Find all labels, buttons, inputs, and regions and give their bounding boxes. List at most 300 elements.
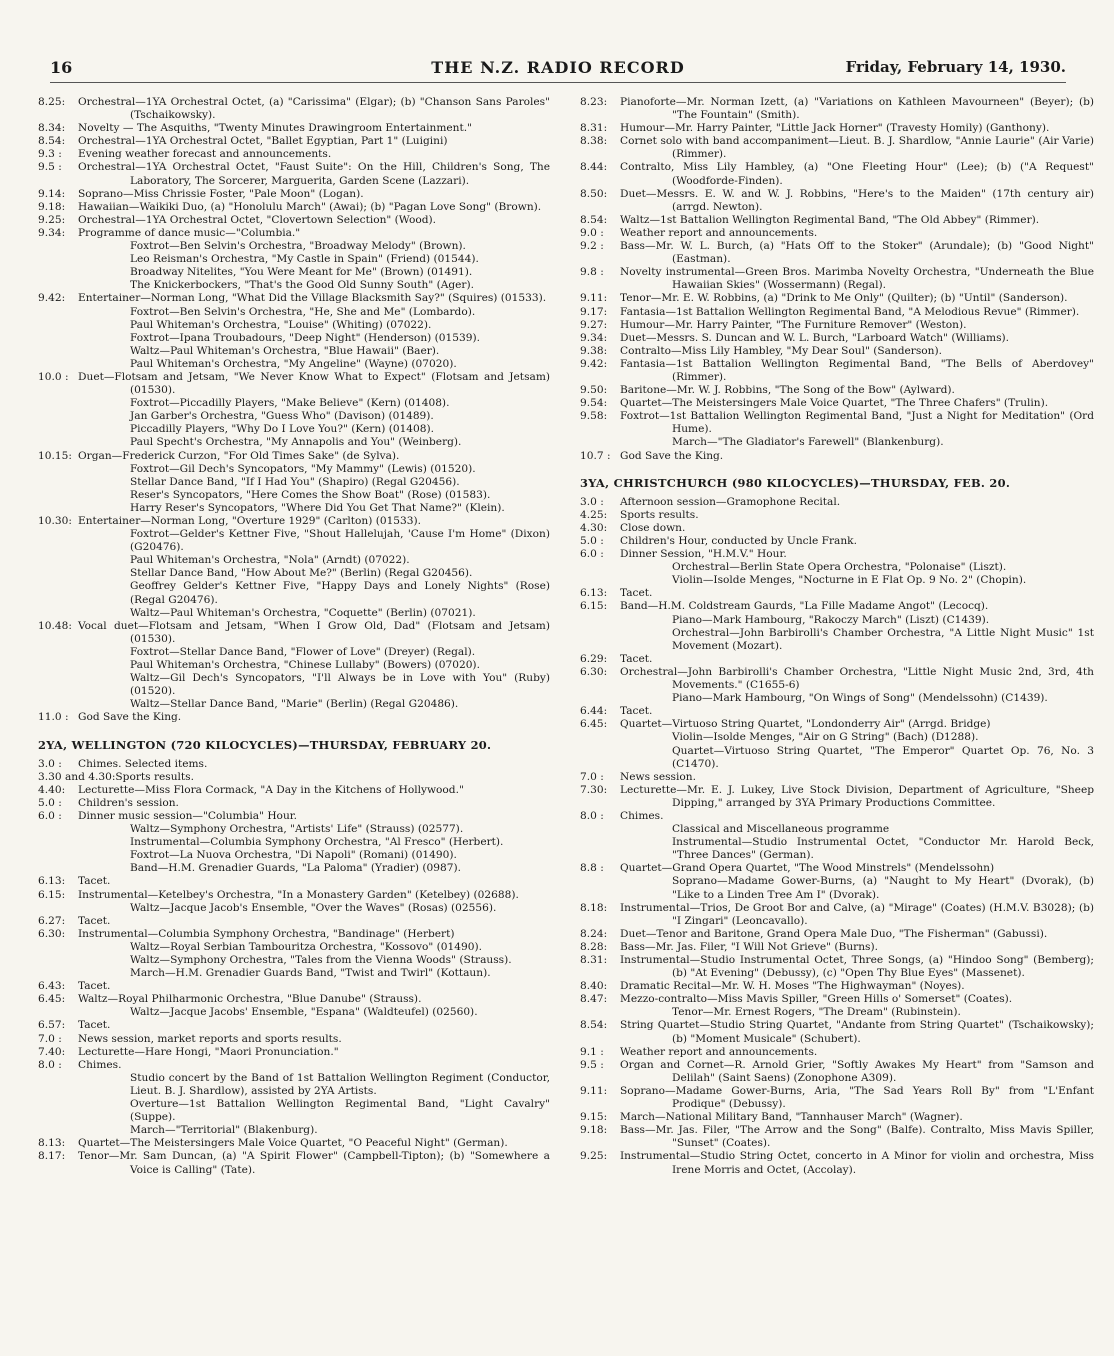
programme-description: Fantasia—1st Battalion Wellington Regimental Band, "A Melodious Revue" (Rimmer). [620,305,1080,318]
programme-time: 6.0 : [580,548,604,561]
programme-time: 8.18: [580,901,608,914]
programme-description: Children's Hour, conducted by Uncle Frank. [620,535,857,547]
programme-time [38,266,78,279]
programme-description: Tacet. [78,980,111,993]
programme-item [38,279,550,292]
station-heading: 2YA, WELLINGTON (720 KILOCYCLES)—THURSDAY, FEBRUARY 20. [38,737,492,752]
programme-description: Vocal duet—Flotsam and Jetsam, "When I Grow Old, Dad" (Flotsam and Jetsam) (01530). [78,619,550,645]
programme-item [38,967,550,980]
programme-item [580,941,1094,954]
programme-time [38,279,78,292]
programme-description: Entertainer—Norman Long, "What Did the Village Blacksmith Say?" (Squires) (01533). [78,292,547,305]
programme-description: Chimes. Selected items. [78,757,208,770]
programme-description: Waltz—Jacque Jacobs' Ensemble, "Espana" (Waldteufel) (02560). [130,1006,478,1019]
programme-time [38,502,78,515]
programme-item [580,161,1094,187]
programme-time [38,319,78,332]
programme-time: 8.34: [38,122,66,135]
programme-description: Overture—1st Battalion Wellington Regimental Band, "Light Cavalry" (Suppe). [130,1098,550,1124]
programme-item [38,489,550,502]
publication-title: THE N.Z. RADIO RECORD [431,58,685,77]
programme-item [38,993,550,1006]
programme-time: 3.0 : [38,757,62,770]
programme-description: Quartet—Grand Opera Quartet, "The Wood Minstrels" (Mendelssohn) [620,862,995,875]
programme-time: 9.14: [38,187,66,200]
programme-description: Waltz—Stellar Dance Band, "Marie" (Berlin) (Regal G20486). [130,698,459,711]
programme-description: Instrumental—Columbia Symphony Orchestra, "Bandinage" (Herbert) [78,927,455,940]
programme-time: 6.13: [38,875,66,888]
programme-time [38,646,78,659]
left-column [38,96,550,1177]
programme-description: Sports results. [620,508,699,521]
programme-item [580,784,1094,810]
programme-time: 9.27: [580,318,608,331]
programme-time: 10.7 : [580,449,611,462]
programme-time [38,672,78,698]
programme-description: Piccadilly Players, "Why Do I Love You?" (Kern) (01408). [130,423,435,436]
programme-time: 9.8 : [580,266,604,279]
programme-item [38,941,550,954]
issue-date: Friday, February 14, 1930. [845,58,1066,76]
programme-description: Instrumental—Studio Instrumental Octet, "Conductor Mr. Harold Beck, "Three Dances" (German). [672,836,1094,862]
programme-item [580,227,1094,240]
programme-item [580,188,1094,214]
programme-item [38,188,550,201]
programme-description: Hawaiian—Waikiki Duo, (a) "Honolulu March" (Awai); (b) "Pagan Love Song" (Brown). [78,200,542,213]
programme-description: Geoffrey Gelder's Kettner Five, "Happy Days and Lonely Nights" (Rose) (Regal G20476). [130,580,550,606]
programme-item [38,659,550,672]
programme-time: 8.54: [580,1019,608,1032]
programme-time: 9.34: [580,331,608,344]
programme-time [38,436,78,449]
programme-description: Soprano—Madame Gower-Burns, Aria, "The Sad Years Roll By" from "L'Enfant Prodique" (Debussy). [620,1084,1094,1111]
programme-time: 6.45: [38,993,66,1006]
programme-time [580,614,620,627]
programme-time [580,731,620,744]
programme-item [580,1111,1094,1124]
programme-item [580,587,1094,600]
programme-description: Paul Specht's Orchestra, "My Annapolis and You" (Weinberg). [130,436,462,449]
programme-item [580,496,1094,509]
programme-time [38,253,78,266]
programme-time [38,489,78,502]
programme-time: 4.25: [580,508,608,521]
programme-item [580,731,1094,744]
programme-item [580,319,1094,332]
programme-description: Foxtrot—Gelder's Kettner Five, "Shout Hallelujah, 'Cause I'm Home" (Dixon) (G20476). [130,528,550,554]
programme-time: 7.0 : [38,1032,62,1045]
programme-time [580,436,620,449]
programme-item [38,784,550,797]
programme-description: Tenor—Mr. Sam Duncan, (a) "A Spirit Flower" (Campbell-Tipton); (b) "Somewhere a Voice is Calling" (Tate). [78,1150,550,1176]
programme-time: 10.15: [38,449,72,462]
programme-description: Lecturette—Miss Flora Cormack, "A Day in the Kitchens of Hollywood." [78,783,464,796]
programme-item [38,1033,550,1046]
programme-item [580,718,1094,731]
programme-description: Dinner Session, "H.M.V." Hour. [620,548,787,561]
programme-description: Band—H.M. Grenadier Guards, "La Paloma" (Yradier) (0987). [130,862,461,875]
programme-item [38,889,550,902]
programme-time: 9.1 : [580,1045,604,1058]
programme-item [38,122,550,135]
programme-description: Tacet. [78,875,111,888]
programme-description: Studio concert by the Band of 1st Battalion Wellington Regiment (Conductor, Lieut. B. J. Shardlow), assisted by 2YA Artists. [130,1071,550,1097]
programme-item [38,292,550,305]
programme-time: 5.0 : [38,796,62,809]
programme-time: 9.54: [580,397,608,410]
programme-description: Novelty instrumental—Green Bros. Marimba Novelty Orchestra, "Underneath the Blue Hawaiian Skies" (Wossermann) (Regal). [620,266,1094,292]
programme-description: Quartet—Virtuoso String Quartet, "Londonderry Air" (Arrgd. Bridge) [620,718,991,731]
programme-item [580,574,1094,587]
programme-item [38,771,550,784]
programme-item [580,705,1094,718]
programme-time: 8.47: [580,993,608,1006]
programme-description: Chimes. [620,809,664,822]
programme-item [38,319,550,332]
programme-time [38,240,78,253]
programme-item [580,384,1094,397]
programme-item [38,332,550,345]
programme-description: March—"Territorial" (Blakenburg). [130,1124,318,1137]
programme-time: 9.3 : [38,148,62,161]
programme-item [38,836,550,849]
programme-time: 8.17: [38,1150,66,1163]
programme-description: Foxtrot—Ben Selvin's Orchestra, "He, She and Me" (Lombardo). [130,305,476,318]
programme-time [38,463,78,476]
programme-description: Piano—Mark Hambourg, "On Wings of Song" (Mendelssohn) (C1439). [672,692,1048,705]
programme-item [580,135,1094,161]
programme-item [38,423,550,436]
programme-item [38,672,550,698]
programme-item [38,1098,550,1124]
programme-item [580,980,1094,993]
programme-description: Weather report and announcements. [620,1045,818,1058]
programme-item [580,1085,1094,1111]
programme-item [580,600,1094,613]
programme-time [580,561,620,574]
programme-item [38,463,550,476]
programme-item [580,1046,1094,1059]
programme-description: Waltz—Royal Philharmonic Orchestra, "Blue Danube" (Strauss). [78,993,422,1006]
programme-description: Waltz—1st Battalion Wellington Regimental Band, "The Old Abbey" (Rimmer). [620,213,1040,226]
programme-item [580,522,1094,535]
programme-description: Waltz—Gil Dech's Syncopators, "I'll Always be in Love with You" (Ruby) (01520). [130,672,550,698]
programme-item [38,902,550,915]
programme-description: Waltz—Symphony Orchestra, "Artists' Life" (Strauss) (02577). [130,823,464,836]
programme-item [38,797,550,810]
programme-item [38,580,550,606]
programme-time: 6.57: [38,1019,66,1032]
programme-time: 8.54: [580,213,608,226]
programme-time: 9.11: [580,292,608,305]
programme-item [580,823,1094,836]
programme-item [580,1150,1094,1176]
programme-time [580,836,620,862]
programme-time: 8.50: [580,187,608,200]
programme-time: 10.30: [38,515,72,527]
programme-description: Soprano—Miss Chrissie Foster, "Pale Moon" (Logan). [78,187,364,200]
programme-item [38,161,550,187]
programme-description: Jan Garber's Orchestra, "Guess Who" (Davison) (01489). [130,410,434,423]
programme-time [580,1006,620,1019]
programme-item [580,1059,1094,1085]
programme-item [580,292,1094,305]
programme-description: Lecturette—Mr. E. J. Lukey, Live Stock Division, Department of Agriculture, "Sheep Dipping," arranged by 3YA Primary Productions Committee. [620,783,1094,809]
programme-description: Entertainer—Norman Long, "Overture 1929" (Carlton) (01533). [78,515,422,527]
programme-description: Harry Reser's Syncopators, "Where Did You Get That Name?" (Klein). [130,501,505,514]
programme-description: Foxtrot—La Nuova Orchestra, "Di Napoli" (Romani) (01490). [130,849,457,862]
programme-item [580,450,1094,463]
programme-item [38,928,550,941]
programme-description: Instrumental—Columbia Symphony Orchestra, "Al Fresco" (Herbert). [130,836,504,849]
programme-item [38,240,550,253]
programme-description: God Save the King. [78,711,182,724]
programme-time [580,627,620,653]
programme-description: The Knickerbockers, "That's the Good Old Sunny South" (Ager). [130,279,474,292]
programme-item [38,397,550,410]
programme-time [38,1006,78,1019]
programme-description: Contralto, Miss Lily Hambley, (a) "One Fleeting Hour" (Lee); (b) ("A Request" (Woodforde-Finden). [620,161,1094,187]
programme-time [38,836,78,849]
programme-time [38,567,78,580]
station-heading: 3YA, CHRISTCHURCH (980 KILOCYCLES)—THURSDAY, FEB. 20. [580,475,1011,490]
programme-item [580,1006,1094,1019]
programme-description: Sports results. [115,770,194,783]
programme-description: Humour—Mr. Harry Painter, "Little Jack Horner" (Travesty Homily) (Ganthony). [620,122,1050,135]
programme-time: 9.18: [38,200,66,213]
programme-time: 6.13: [580,587,608,600]
programme-time: 9.18: [580,1124,608,1137]
programme-time: 9.25: [580,1150,608,1163]
programme-description: Cornet solo with band accompaniment—Lieut. B. J. Shardlow, "Annie Laurie" (Air Varie) (Rimmer). [620,135,1094,161]
programme-time: 6.30: [580,665,608,678]
programme-item [580,862,1094,875]
programme-item [580,902,1094,928]
programme-item [580,358,1094,384]
programme-description: God Save the King. [620,449,724,462]
programme-description: Foxtrot—Gil Dech's Syncopators, "My Mammy" (Lewis) (01520). [130,462,476,475]
programme-time: 9.38: [580,344,608,357]
programme-item [38,1150,550,1176]
programme-description: Broadway Nitelites, "You Were Meant for Me" (Brown) (01491). [130,266,473,279]
programme-time [38,659,78,672]
programme-description: Paul Whiteman's Orchestra, "Louise" (Whiting) (07022). [130,318,432,331]
programme-description: Waltz—Symphony Orchestra, "Tales from the Vienna Woods" (Strauss). [130,954,512,966]
programme-item [580,771,1094,784]
programme-item [580,266,1094,292]
programme-time: 8.28: [580,940,608,953]
programme-time [38,1098,78,1124]
programme-description: March—National Military Band, "Tannhauser March" (Wagner). [620,1111,963,1124]
programme-time [580,574,620,587]
programme-item [580,96,1094,122]
programme-item [38,410,550,423]
programme-item [580,666,1094,692]
programme-item [580,954,1094,980]
programme-description: Orchestral—Berlin State Opera Orchestra, "Polonaise" (Liszt). [672,561,1007,574]
programme-time: 4.30: [580,521,608,534]
programme-time: 9.5 : [38,161,62,174]
programme-item [580,614,1094,627]
programme-description: Waltz—Paul Whiteman's Orchestra, "Coquette" (Berlin) (07021). [130,606,476,619]
programme-description: Waltz—Paul Whiteman's Orchestra, "Blue Hawaii" (Baer). [130,344,440,357]
programme-time [38,1072,78,1098]
programme-item [38,201,550,214]
programme-time: 5.0 : [580,535,604,547]
programme-item [38,502,550,515]
programme-time: 9.34: [38,226,66,239]
programme-description: Piano—Mark Hambourg, "Rakoczy March" (Liszt) (C1439). [672,613,990,626]
programme-description: News session, market reports and sports results. [78,1032,342,1045]
programme-time: 9.42: [38,292,66,305]
programme-time [38,332,78,345]
programme-time [580,692,620,705]
programme-description: Evening weather forecast and announcements. [78,148,332,161]
programme-description: Pianoforte—Mr. Norman Izett, (a) "Variations on Kathleen Mavourneen" (Beyer); (b) "The Fountain" (Smith). [620,96,1094,122]
programme-item [38,306,550,319]
programme-time [38,410,78,423]
programme-time: 7.30: [580,783,608,796]
programme-item [580,875,1094,901]
programme-time: 9.5 : [580,1058,604,1071]
programme-description: Stellar Dance Band, "How About Me?" (Berlin) (Regal G20456). [130,567,473,580]
programme-time: 8.40: [580,980,608,993]
programme-item [38,875,550,888]
programme-item [38,862,550,875]
programme-time: 6.27: [38,914,66,927]
programme-description: Tacet. [620,705,653,718]
programme-item [38,1072,550,1098]
programme-description: Orchestral—John Barbirolli's Chamber Orchestra, "A Little Night Music" 1st Movement (Mozart). [672,626,1094,652]
programme-time: 8.44: [580,161,608,174]
programme-description: Classical and Miscellaneous programme [672,823,890,836]
programme-item [38,980,550,993]
programme-item [38,954,550,967]
programme-item [580,332,1094,345]
programme-item [38,266,550,279]
programme-description: Children's session. [78,796,179,809]
programme-item [580,122,1094,135]
programme-time: 8.0 : [38,1058,62,1071]
programme-time: 8.54: [38,135,66,148]
programme-time [38,345,78,358]
programme-time [38,554,78,567]
programme-description: Duet—Messrs. S. Duncan and W. L. Burch, "Larboard Watch" (Williams). [620,331,1010,344]
programme-description: Instrumental—Studio Instrumental Octet, Three Songs, (a) "Hindoo Song" (Bemberg); (b) "At Evening" (Debussy), (c) "Open Thy Blue Eyes" (Massenet). [620,954,1094,980]
programme-time: 7.0 : [580,770,604,783]
programme-item [38,253,550,266]
programme-description: Weather report and announcements. [620,226,818,239]
programme-description: Bass—Mr. Jas. Filer, "The Arrow and the Song" (Balfe). Contralto, Miss Mavis Spiller, "Sunset" (Coates). [620,1124,1094,1150]
programme-description: Tenor—Mr. E. W. Robbins, (a) "Drink to Me Only" (Quilter); (b) "Until" (Sanderson). [620,292,1068,305]
programme-description: Waltz—Royal Serbian Tambouritza Orchestra, "Kossovo" (01490). [130,940,482,953]
programme-time: 6.44: [580,705,608,718]
programme-description: Waltz—Jacque Jacob's Ensemble, "Over the Waves" (Rosas) (02556). [130,901,497,914]
programme-item [38,1124,550,1137]
programme-time: 8.31: [580,122,608,135]
programme-time: 7.40: [38,1045,66,1058]
programme-description: Violin—Isolde Menges, "Air on G String" (Bach) (D1288). [672,731,979,744]
programme-item [38,476,550,489]
programme-item [580,436,1094,449]
programme-description: Duet—Messrs. E. W. and W. J. Robbins, "Here's to the Maiden" (17th century air) (arrgd. Newton). [620,187,1094,213]
right-column [580,96,1094,1177]
programme-time [38,580,78,606]
programme-item [38,96,550,122]
programme-time: 4.40: [38,783,66,796]
programme-item [580,928,1094,941]
programme-item [38,515,550,528]
programme-item [38,148,550,161]
programme-item [38,135,550,148]
programme-item [38,567,550,580]
programme-time: 8.24: [580,927,608,940]
programme-item [38,214,550,227]
programme-description: Orchestral—1YA Orchestral Octet, "Faust Suite": On the Hill, Children's Song, The Laboratory, The Sorcerer, Marguerita, Garden Scene (Lazzari). [78,161,550,187]
programme-item [38,436,550,449]
programme-description: Lecturette—Hare Hongi, "Maori Pronunciation." [78,1045,339,1058]
programme-description: Orchestral—1YA Orchestral Octet, "Ballet Egyptian, Part 1" (Luigini) [78,135,448,148]
programme-time: 8.0 : [580,809,604,822]
programme-item [38,607,550,620]
programme-time [38,902,78,915]
programme-time [38,397,78,410]
programme-time: 3.30 and 4.30: [38,770,116,783]
programme-time: 6.0 : [38,809,62,822]
programme-item [38,711,550,724]
programme-description: Leo Reisman's Orchestra, "My Castle in Spain" (Friend) (01544). [130,253,479,266]
programme-item [38,371,550,397]
programme-item [38,620,550,646]
programme-time: 9.42: [580,357,608,370]
programme-item [38,646,550,659]
programme-time: 8.38: [580,135,608,148]
programme-item [580,810,1094,823]
programme-item [580,993,1094,1006]
programme-item [38,1019,550,1032]
programme-item [38,810,550,823]
programme-description: Afternoon session—Gramophone Recital. [620,495,841,508]
programme-time [580,875,620,901]
programme-item [580,240,1094,266]
programme-description: Fantasia—1st Battalion Wellington Regimental Band, "The Bells of Aberdovey" (Rimmer). [620,357,1094,383]
programme-item [580,306,1094,319]
programme-description: Instrumental—Ketelbey's Orchestra, "In a Monastery Garden" (Ketelbey) (02688). [78,888,519,901]
programme-time [38,954,78,967]
programme-description: Bass—Mr. W. L. Burch, (a) "Hats Off to the Stoker" (Arundale); (b) "Good Night" (Eastman). [620,240,1094,266]
programme-description: Contralto—Miss Lily Hambley, "My Dear Soul" (Sanderson). [620,344,943,357]
programme-item [580,214,1094,227]
programme-time [38,528,78,554]
programme-item [580,692,1094,705]
programme-item [38,528,550,554]
programme-description: Chimes. [78,1058,122,1071]
programme-description: Organ—Frederick Curzon, "For Old Times Sake" (de Sylva). [78,449,400,462]
programme-description: Tacet. [78,914,111,927]
programme-item [38,227,550,240]
programme-description: News session. [620,770,696,783]
programme-description: Paul Whiteman's Orchestra, "My Angeline" (Wayne) (07020). [130,357,457,370]
programme-time: 8.31: [580,954,608,966]
programme-item [580,535,1094,548]
programme-description: Dinner music session—"Columbia" Hour. [78,809,298,822]
page-number: 16 [50,58,73,77]
programme-description: Paul Whiteman's Orchestra, "Nola" (Arndt) (07022). [130,554,410,567]
programme-description: Foxtrot—Ipana Troubadours, "Deep Night" (Henderson) (01539). [130,331,480,344]
programme-time: 8.8 : [580,862,604,875]
programme-description: Reser's Syncopators, "Here Comes the Show Boat" (Rose) (01583). [130,488,491,501]
programme-time [38,941,78,954]
